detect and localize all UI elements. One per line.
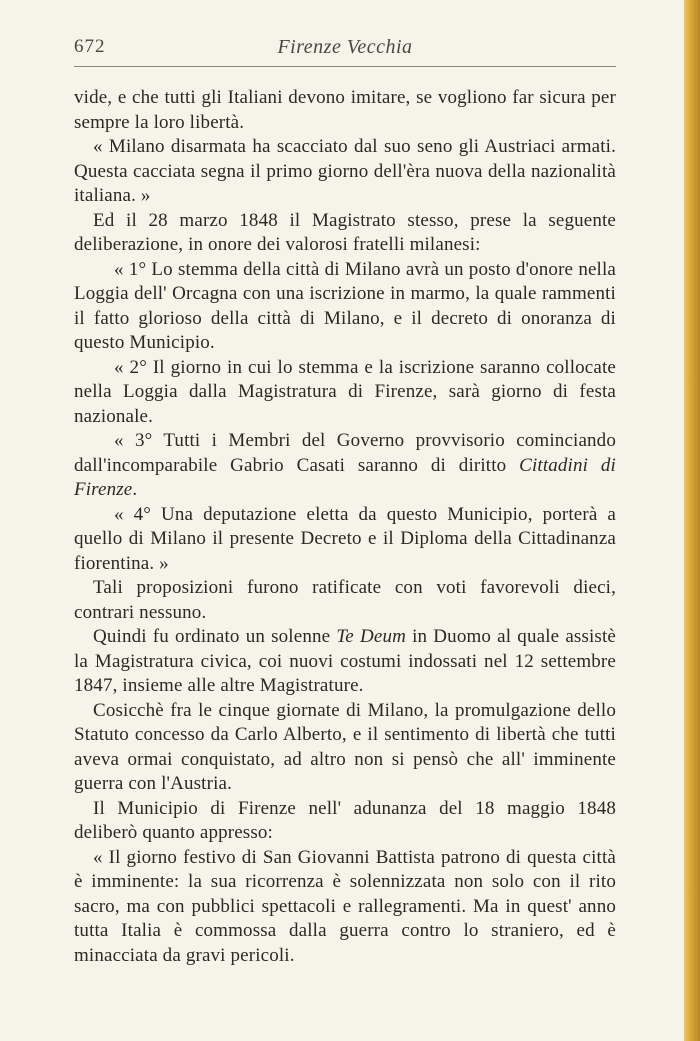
paragraph: « Milano disarmata ha scacciato dal suo seno gli Austriaci armati. Questa cacciata segna il primo giorno dell'èra nuova della nazionalità italiana. » — [74, 136, 616, 206]
paragraph: « 1° Lo stemma della città di Milano avrà un posto d'onore nella Loggia dell' Orcagna con una iscrizione in marmo, la quale rammenti il fatto glorioso della città di Milano, e il decreto di onoranza di questo Municipio. — [74, 258, 616, 353]
paragraph-text: Quindi fu ordinato un solenne — [93, 626, 337, 647]
body-text — [74, 86, 616, 968]
paragraph: « 4° Una deputazione eletta da questo Municipio, porterà a quello di Milano il presente Decreto e il Diploma della Cittadinanza fiorentina. » — [74, 503, 616, 574]
page-number: 672 — [74, 36, 106, 57]
paragraph: Cosicchè fra le cinque giornate di Milano, la promulgazione dello Statuto concesso da Carlo Alberto, e il sentimento di libertà che tutti aveva ormai conquistato, ad altro non si pensò che all' imminente guerra con l'Austria. — [74, 699, 616, 794]
paragraph — [74, 625, 616, 699]
paragraph-text: . — [132, 479, 138, 500]
paragraph-text: in Duomo al quale assistè la Magistratura civica, coi nuovi costumi indossati nel 12 settembre 1847, insieme alle altre Magistrature. — [74, 626, 616, 696]
italic-phrase: Cittadini di Firenze — [74, 454, 616, 500]
paragraph: Tali proposizioni furono ratificate con voti favorevoli dieci, contrari nessuno. — [74, 577, 616, 623]
paragraph: Ed il 28 marzo 1848 il Magistrato stesso, prese la seguente deliberazione, in onore dei valorosi fratelli milanesi: — [74, 209, 616, 255]
paragraph-text: « 3° Tutti i Membri del Governo provvisorio cominciando dall'incomparabile Gabrio Casati saranno di diritto — [74, 430, 616, 476]
page-header — [74, 36, 616, 66]
header-rule — [74, 66, 616, 67]
paragraph: « Il giorno festivo di San Giovanni Battista patrono di questa città è imminente: la sua ricorrenza è solennizzata non solo con il rito sacro, ma con pubblici spettacoli e rallegramenti. Ma in quest' anno tutta Italia è commossa dalla guerra contro lo straniero, ed è minacciata da gravi pericoli. — [74, 846, 616, 966]
paragraph — [74, 429, 616, 503]
paragraph: vide, e che tutti gli Italiani devono imitare, se vogliono far sicura per sempre la loro libertà. — [74, 87, 616, 133]
running-title: Firenze Vecchia — [277, 36, 413, 58]
paragraph: Il Municipio di Firenze nell' adunanza del 18 maggio 1848 deliberò quanto appresso: — [74, 797, 616, 843]
paragraph: « 2° Il giorno in cui lo stemma e la iscrizione saranno collocate nella Loggia dalla Magistratura di Firenze, sarà giorno di festa nazionale. — [74, 356, 616, 427]
italic-phrase: Te Deum — [336, 626, 406, 647]
page-edge — [684, 0, 700, 1041]
